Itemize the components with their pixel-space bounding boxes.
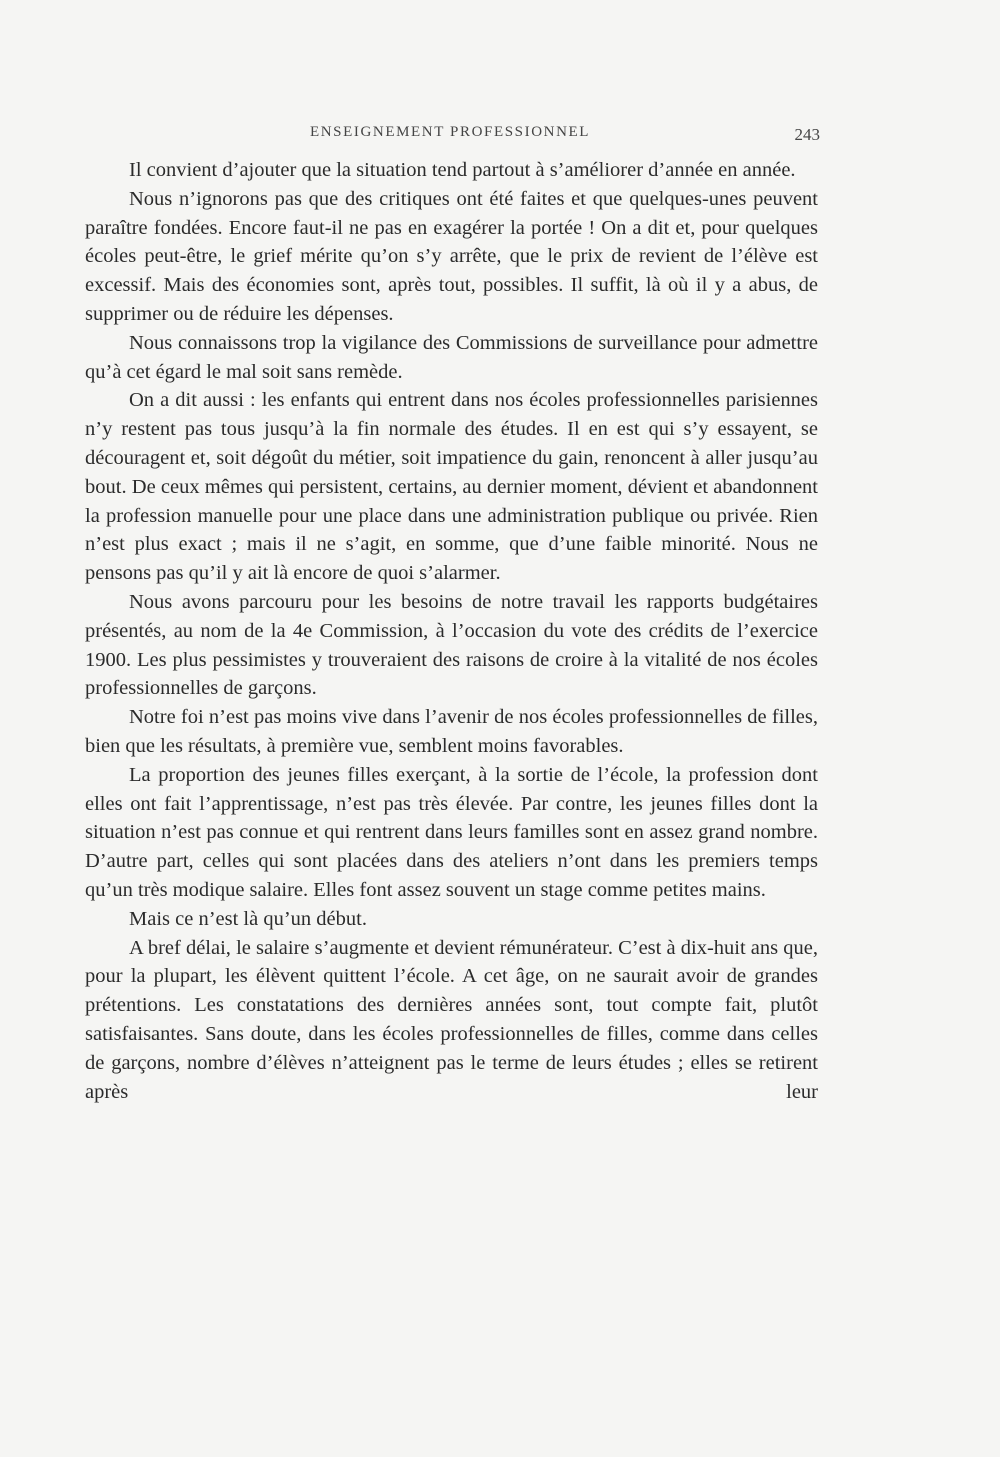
paragraph: La proportion des jeunes filles exerçant, à la sortie de l’école, la profession dont elles ont fait l’apprentissage, n’est pas très élevée. Par contre, les jeunes filles dont la situation n’est pas connue et qui rentrent dans leurs familles sont en assez grand nombre. D’autre part, celles qui sont placées dans des ateliers n’ont dans les premiers temps qu’un très modique salaire. Elles font assez souvent un stage comme petites mains. bbox=[85, 763, 818, 901]
paragraph: Il convient d’ajouter que la situation tend partout à s’améliorer d’année en année. bbox=[129, 159, 796, 181]
paragraph: Nous avons parcouru pour les besoins de notre travail les rapports budgétaires présentés, au nom de la 4e Commission, à l’occasion du vote des crédits de l’exercice 1900. Les plus pessimistes y trouveraient des raisons de croire à la vitalité de nos écoles professionnelles de garçons. bbox=[85, 590, 818, 700]
paragraph: Nous n’ignorons pas que des critiques ont été faites et que quelques-unes peuvent paraître fondées. Encore faut-il ne pas en exagérer la portée ! On a dit et, pour quelques écoles peut-être, le grief mérite qu’on s’y arrête, que le prix de revient de l’élève est excessif. Mais des économies sont, après tout, possibles. Il suffit, là où il y a abus, de supprimer ou de réduire les dépenses. bbox=[85, 187, 818, 325]
body-text bbox=[85, 156, 818, 1106]
paragraph: Notre foi n’est pas moins vive dans l’avenir de nos écoles professionnelles de filles, bien que les résultats, à première vue, semblent moins favorables. bbox=[85, 706, 818, 757]
paragraph: Nous connaissons trop la vigilance des Commissions de surveillance pour admettre qu’à cet égard le mal soit sans remède. bbox=[85, 331, 818, 383]
paragraph: A bref délai, le salaire s’augmente et devient rémunérateur. C’est à dix-huit ans que, pour la plupart, les élèvent quittent l’école. A cet âge, on ne saurait avoir de grandes prétentions. Les constatations des dernières années sont, tout compte fait, plutôt satisfaisantes. Sans doute, dans les écoles professionnelles de filles, comme dans celles de garçons, nombre d’élèves n’atteignent pas le terme de leurs études ; elles se retirent après leur bbox=[85, 936, 818, 1103]
paragraph: On a dit aussi : les enfants qui entrent dans nos écoles professionnelles parisiennes n’y restent pas tous jusqu’à la fin normale des études. Il en est qui s’y essayent, se découragent et, soit dégoût du métier, soit impatience du gain, renoncent à aller jusqu’au bout. De ceux mêmes qui persistent, certains, au dernier moment, dévient et abandonnent la profession manuelle pour une place dans une administration publique ou privée. Rien n’est plus exact ; mais il ne s’agit, en somme, que d’une faible minorité. Nous ne pensons pas qu’il y ait là encore de quoi s’alarmer. bbox=[85, 389, 818, 585]
running-title: ENSEIGNEMENT PROFESSIONNEL bbox=[309, 124, 591, 140]
running-head bbox=[90, 124, 820, 148]
page-number: 243 bbox=[794, 125, 820, 144]
paragraph: Mais ce n’est là qu’un début. bbox=[129, 907, 367, 930]
